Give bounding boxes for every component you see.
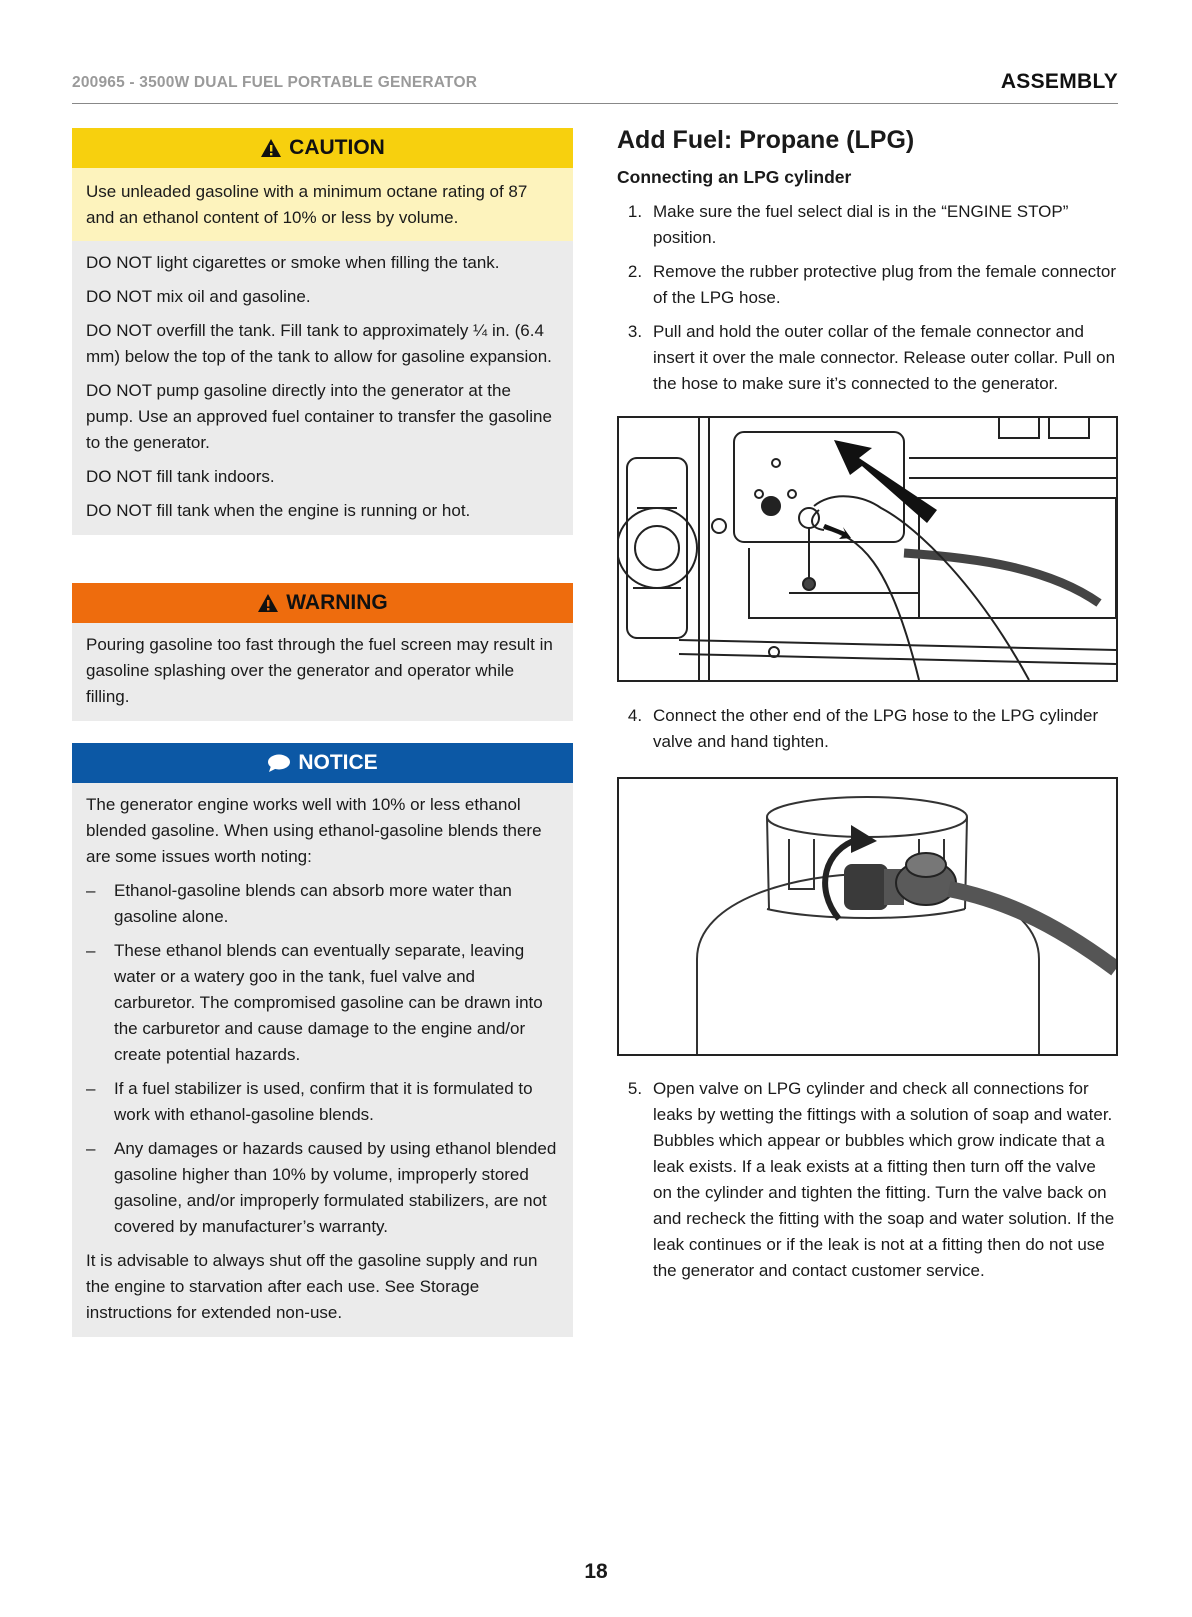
notice-bullet: – Any damages or hazards caused by using ethanol blended gasoline higher than 10% by volume, improperly stored gasoline, and/or improperly formulated stabilizers, are not covered by manufacturer’s warranty. xyxy=(86,1139,557,1236)
caution-body xyxy=(72,241,573,535)
step-item: 5. Open valve on LPG cylinder and check all connections for leaks by wetting the fittings with a solution of soap and water. Bubbles which appear or bubbles which grow indicate that a leak exists. If a leak exists at a fitting then turn off the valve on the cylinder and tighten the fitting. Turn the valve back on and recheck the fitting with the soap and water solution. If the leak continues or if the leak is not at a fitting then do not use the generator and contact customer service. xyxy=(627,1079,1115,1280)
step-item: 2. Remove the rubber protective plug from the female connector of the LPG hose. xyxy=(627,262,1117,307)
notice-body xyxy=(72,783,573,1337)
steps-1-3 xyxy=(617,199,1118,397)
step-item: 4. Connect the other end of the LPG hose to the LPG cylinder valve and hand tighten. xyxy=(627,706,1099,751)
step-5-block xyxy=(617,1076,1118,1292)
caution-lead xyxy=(72,168,573,241)
propane-section xyxy=(617,125,1118,405)
notice-bullet: – These ethanol blends can eventually separate, leaving water or a watery goo in the tank, fuel valve and carburetor. The compromised gasoline can be drawn into the carburetor and cause damage to the engine and/or create potential hazards. xyxy=(86,941,543,1064)
caution-lead-text: Use unleaded gasoline with a minimum octane rating of 87 and an ethanol content of 10% or less by volume. xyxy=(86,182,528,227)
notice-title: NOTICE xyxy=(298,751,378,774)
caution-box xyxy=(72,128,573,535)
document-title: 200965 - 3500W DUAL FUEL PORTABLE GENERATOR xyxy=(72,74,478,91)
hose-connection-illustration xyxy=(617,416,1118,682)
section-title: Add Fuel: Propane (LPG) xyxy=(617,126,915,154)
section-subtitle: Connecting an LPG cylinder xyxy=(617,167,852,187)
page-header xyxy=(72,70,1118,104)
caution-item: DO NOT fill tank when the engine is running or hot. xyxy=(86,501,471,520)
step-item: 3. Pull and hold the outer collar of the female connector and insert it over the male connector. Release outer collar. Pull on the hose to make sure it’s connected to the generator. xyxy=(627,322,1116,393)
caution-item: DO NOT light cigarettes or smoke when filling the tank. xyxy=(86,253,500,272)
caution-item: DO NOT fill tank indoors. xyxy=(86,467,275,486)
caution-item: DO NOT pump gasoline directly into the generator at the pump. Use an approved fuel container to transfer the gasoline to the generator. xyxy=(86,381,552,452)
caution-header xyxy=(72,128,573,168)
page-number: 18 xyxy=(584,1560,608,1583)
step-4-block xyxy=(617,703,1118,763)
caution-item: DO NOT mix oil and gasoline. xyxy=(86,287,311,306)
warning-body xyxy=(72,623,573,721)
notice-intro: The generator engine works well with 10% or less ethanol blended gasoline. When using ethanol-gasoline blends there are some issues worth noting: xyxy=(86,795,542,866)
step-item: 1. Make sure the fuel select dial is in the “ENGINE STOP” position. xyxy=(627,202,1069,247)
caution-item: DO NOT overfill the tank. Fill tank to approximately ¼ in. (6.4 mm) below the top of the tank to allow for gasoline expansion. xyxy=(86,321,552,366)
caution-title: CAUTION xyxy=(289,136,385,159)
section-name: ASSEMBLY xyxy=(1000,70,1118,93)
notice-bullet: – If a fuel stabilizer is used, confirm that it is formulated to work with ethanol-gasoline blends. xyxy=(86,1079,533,1124)
warning-header xyxy=(72,583,573,623)
warning-box xyxy=(72,583,573,721)
warning-text: Pouring gasoline too fast through the fuel screen may result in gasoline splashing over the generator and operator while filling. xyxy=(86,635,553,706)
notice-header xyxy=(72,743,573,783)
speech-bubble-icon xyxy=(267,753,291,773)
notice-closing: It is advisable to always shut off the gasoline supply and run the engine to starvation after each use. See Storage instructions for extended non-use. xyxy=(86,1251,538,1322)
notice-bullet: – Ethanol-gasoline blends can absorb more water than gasoline alone. xyxy=(86,881,512,926)
notice-box xyxy=(72,743,573,1337)
warning-title: WARNING xyxy=(286,591,388,614)
warning-triangle-icon xyxy=(257,593,279,613)
warning-triangle-icon xyxy=(260,138,282,158)
lpg-cylinder-illustration xyxy=(617,777,1118,1056)
